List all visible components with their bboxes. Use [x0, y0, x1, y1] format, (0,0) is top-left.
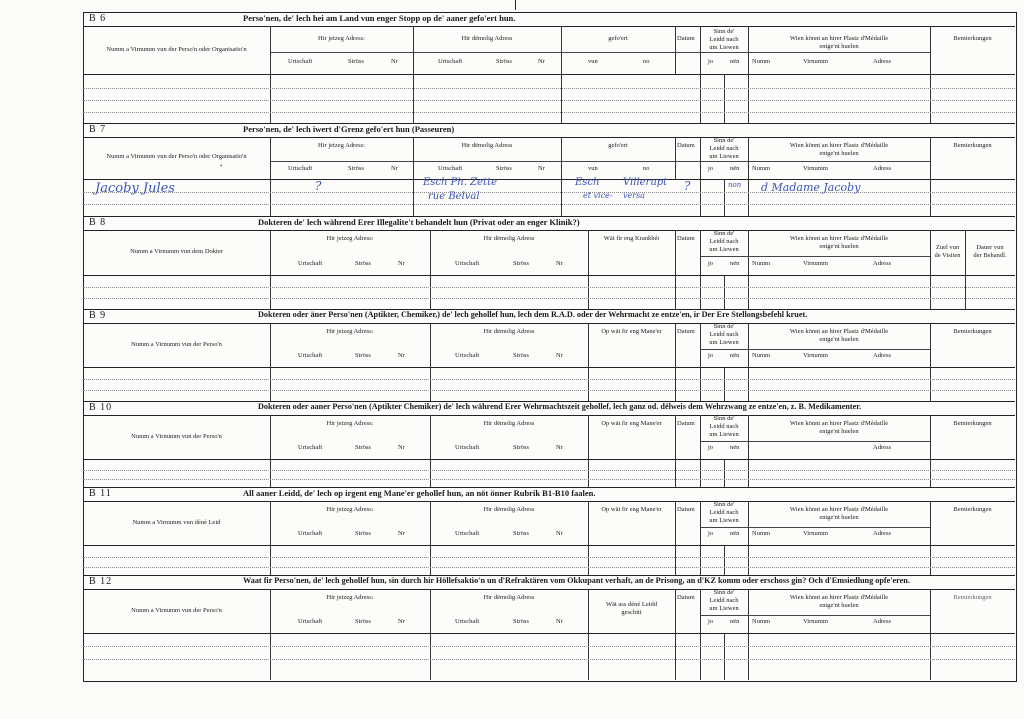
column-headers: Numm a Virnumm vun déné Leid Hir jetzeg Adress: Urtschaft Ströss Nr Hir dëmolig Adress Urtschaft Ströss Nr Op wät fir eng Mane'er Datum Sinn de' Leidd nach um Liewen jo nën Wien könnt an hirer Plastz d'Médaille entge'nt huelen Numm Virnumm Adress Bemierkungen — [83, 501, 1015, 546]
section-b7 — [83, 123, 1015, 216]
column-headers: Numm a Virnumm vun der Perso'n Hir jetzeg Adress: Urtschaft Ströss Nr Hir dëmolig Adress Urtschaft Ströss Nr Wät ass déné Leidd geschitt Datum Sinn de' Leidd nach um Liewen jo nën Wien könnt an hirer Plastz d'Médaille entge'nt huelen Numm Virnumm Adress Bemierkungen — [83, 589, 1015, 634]
handwritten-to: Villerupt — [623, 177, 668, 188]
section-code: B 10 — [89, 402, 113, 413]
handwritten-to-2: versa — [623, 191, 645, 200]
section-title: All aaner Leidd, de' lech op irgent eng Mane'er gehollef hun, an nöt önner Rubrik B1-B10 faalen. — [243, 488, 596, 498]
name-col-header: Numm a Virnumm vun der Perso'n — [131, 607, 222, 614]
name-col-header: Numm a Virnumm vun der Perso'n — [131, 433, 222, 440]
section-header-bar — [83, 216, 1015, 231]
column-headers: Numm a Virnumm vun dem Dokter Hir jetzeg Adress: Urtschaft Ströss Nr Hir dëmolig Adress Urtschaft Ströss Nr Wät fir eng Krankhét Datum Sinn de' Leidd nach um Liewen jo nën Wien könnt an hirer Plastz d'Médaille entge'nt huelen Numm Virnumm Adress Zuel vun de Visiten Dauer vun der Behandl. — [83, 230, 1015, 276]
handwritten-previous-address-1: Esch Ph. Zette — [423, 177, 497, 188]
name-col-header: Numm a Virnumm vun der Perso'n oder Organisatio'n — [106, 153, 247, 160]
section-b10 — [83, 401, 1015, 487]
section-code: B 8 — [89, 217, 107, 228]
handwritten-date: ? — [684, 179, 691, 193]
section-header-bar — [83, 401, 1015, 416]
section-title: Perso'nen, de' lech hei am Land vun enger Stopp op de' aaner gefo'ert hun. — [243, 13, 516, 23]
name-col-header: Numm a Virnumm vun déné Leid — [132, 519, 221, 526]
entry-rows — [83, 179, 1015, 217]
section-header-bar — [83, 123, 1015, 138]
section-b9 — [83, 309, 1015, 401]
entry-rows — [83, 74, 1015, 124]
section-code: B 7 — [89, 124, 107, 135]
handwritten-medal-recipient: d Madame Jacoby — [761, 181, 861, 194]
column-headers: Numm a Virnumm vun der Perso'n Hir jetzeg Adress: Urtschaft Ströss Nr Hir dëmolig Adress Urtschaft Ströss Nr Op wät fir eng Mane'er Datum Sinn de' Leidd nach um Liewen jo nën Wien könnt an hirer Plastz d'Médaille entge'nt huelen Numm Virnumm Adress Bemierkungen — [83, 323, 1015, 368]
column-headers: Numm a Virnumm vun der Perso'n oder Organisatio'n • Hir jetzeg Adress: Urtschaft Ströss Nr Hir dëmolig Adress Urtschaft Ströss Nr gefo'ert vun no Datum Sinn de' Leidd nach um Liewen jo nën Wien könnt an hirer Plastz d'Médaille entge'nt huelen Numm Virnumm Adress Bemierkungen — [83, 137, 1015, 180]
entry-rows — [83, 367, 1015, 402]
handwritten-from-2: et vice- — [583, 191, 613, 200]
section-b12 — [83, 575, 1015, 680]
section-header-bar — [83, 309, 1015, 324]
handwritten-name: Jacoby Jules — [95, 181, 175, 196]
entry-rows — [83, 275, 1015, 310]
entry-rows — [83, 633, 1015, 680]
section-code: B 11 — [89, 488, 112, 499]
section-title: Waat fir Perso'nen, de' lech gehollef hun, sin durch hir Höllefsaktio'n un d'Refraktären vom Okkupant verhaft, an de Prisong, an d'KZ komm oder erschoss gin? Och d'Emsiedlung opfe'eren. — [243, 576, 910, 585]
red-mark: • — [220, 162, 223, 170]
section-header-bar — [83, 575, 1015, 590]
section-b11 — [83, 487, 1015, 575]
section-b8 — [83, 216, 1015, 309]
section-header-bar — [83, 487, 1015, 502]
section-code: B 12 — [89, 576, 113, 587]
entry-rows — [83, 545, 1015, 576]
section-title: Dokteren oder aaner Perso'nen (Aptikter Chemiker) de' lech während Erer Wehrmachtszeit gehollef, lech ganz od. dëlweis dem Wehrzwang ze entze'en, z. B. Medikamenter. — [258, 402, 862, 411]
column-headers: Numm a Virnumm vun der Perso'n oder Organisatio'n Hir jetzeg Adress: Urtschaft Ströss Nr Hir dëmolig Adress Urtschaft Ströss Nr gefo'ert vun no Datum Sinn de' Leidd nach um Liewen jo nën Wien könnt an hirer Plastz d'Médaille entge'nt huelen Numm Virnumm Adress Bemierkungen — [83, 26, 1015, 75]
name-col-header: Numm a Virnumm vun dem Dokter — [130, 248, 223, 255]
section-code: B 6 — [89, 13, 107, 24]
name-col-header: Numm a Virnumm vun der Perso'n — [131, 341, 222, 348]
section-title: Dokteren oder äner Perso'nen (Aptikter, Chemiker,) de' lech gehollef hun, lech dem R.A.D. oder der Wehrmacht ze entze'en, ir Der Ere Stellongsbefehl kruet. — [258, 310, 808, 319]
name-col-header: Numm a Virnumm vun der Perso'n oder Organisatio'n — [106, 46, 247, 53]
section-code: B 9 — [89, 310, 107, 321]
handwritten-current-address: ? — [315, 179, 322, 193]
section-b6 — [83, 12, 1015, 123]
section-header-bar — [83, 12, 1015, 27]
top-tick-mark — [515, 0, 516, 10]
section-title: Dokteren de' lech während Erer Illegalite't behandelt hun (Privat oder an enger Klinik?) — [258, 217, 580, 227]
entry-rows — [83, 459, 1015, 488]
column-headers: Numm a Virnumm vun der Perso'n Hir jetzeg Adress: Urtschaft Ströss Nr Hir dëmolig Adress Urtschaft Ströss Nr Op wät fir eng Mane'er Datum Sinn de' Leidd nach um Liewen jo nën Wien könnt an hirer Plastz d'Médaille entge'nt huelen Adress Bemierkungen — [83, 415, 1015, 460]
handwritten-from: Esch — [575, 177, 600, 188]
handwritten-nen: non — [728, 181, 742, 189]
section-title: Perso'nen, de' lech iwert d'Grenz gefo'ert hun (Passeuren) — [243, 124, 455, 134]
handwritten-previous-address-2: rue Belval — [428, 191, 480, 202]
